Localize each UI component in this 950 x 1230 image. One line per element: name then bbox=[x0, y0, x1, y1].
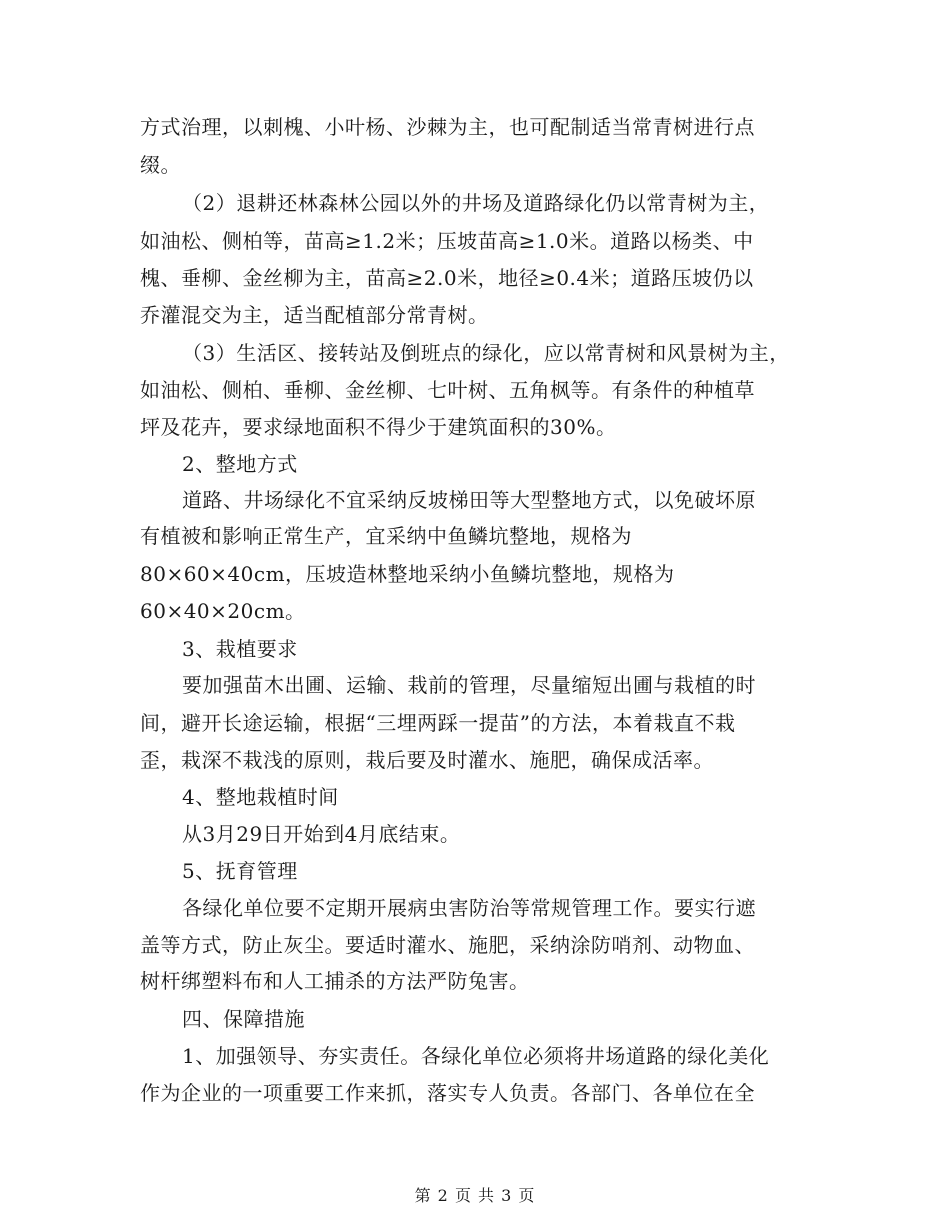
text-line: 坪及花卉，要求绿地面积不得少于建筑面积的30%。 bbox=[140, 415, 617, 439]
text-line: 槐、垂柳、金丝柳为主，苗高≥2.0米，地径≥0.4米；道路压坡仍以 bbox=[140, 266, 754, 290]
section-heading: 3、栽植要求 bbox=[182, 637, 298, 661]
text-line: 间，避开长途运输，根据“三埋两踩一提苗”的方法，本着栽直不栽 bbox=[140, 711, 736, 735]
text-line: 1、加强领导、夯实责任。各绿化单位必须将井场道路的绿化美化 bbox=[182, 1044, 770, 1068]
page-number-footer: 第 2 页 共 3 页 bbox=[414, 1186, 536, 1205]
text-line: 歪，栽深不栽浅的原则，栽后要及时灌水、施肥，确保成活率。 bbox=[140, 748, 714, 772]
section-heading: 四、保障措施 bbox=[182, 1007, 305, 1031]
text-line: 要加强苗木出圃、运输、栽前的管理，尽量缩短出圃与栽植的时 bbox=[182, 673, 756, 697]
section-heading: 4、整地栽植时间 bbox=[182, 785, 339, 809]
section-heading: 2、整地方式 bbox=[182, 452, 298, 476]
text-line: 从3月29日开始到4月底结束。 bbox=[182, 822, 461, 846]
text-line: 盖等方式，防止灰尘。要适时灌水、施肥，采纳涂防哨剂、动物血、 bbox=[140, 933, 755, 957]
text-line: 有植被和影响正常生产，宜采纳中鱼鳞坑整地，规格为 bbox=[140, 524, 632, 548]
text-line: 各绿化单位要不定期开展病虫害防治等常规管理工作。要实行遮 bbox=[182, 896, 756, 920]
section-heading: 5、抚育管理 bbox=[182, 859, 298, 883]
text-line: 缀。 bbox=[140, 153, 181, 177]
text-line: 60×40×20cm。 bbox=[140, 599, 306, 623]
text-line: 作为企业的一项重要工作来抓，落实专人负责。各部门、各单位在全 bbox=[140, 1081, 755, 1105]
text-line: 树杆绑塑料布和人工捕杀的方法严防兔害。 bbox=[140, 969, 530, 993]
text-line: 方式治理，以刺槐、小叶杨、沙棘为主，也可配制适当常青树进行点 bbox=[140, 115, 755, 139]
text-line: 道路、井场绿化不宜采纳反坡梯田等大型整地方式，以免破坏原 bbox=[182, 488, 756, 512]
text-line: （2）退耕还林森林公园以外的井场及道路绿化仍以常青树为主， bbox=[182, 191, 770, 215]
text-line: 如油松、侧柏、垂柳、金丝柳、七叶树、五角枫等。有条件的种植草 bbox=[140, 378, 755, 402]
text-line: 乔灌混交为主，适当配植部分常青树。 bbox=[140, 303, 489, 327]
text-line: （3）生活区、接转站及倒班点的绿化，应以常青树和风景树为主， bbox=[182, 341, 790, 365]
text-line: 80×60×40cm，压坡造林整地采纳小鱼鳞坑整地，规格为 bbox=[140, 562, 675, 586]
text-line: 如油松、侧柏等，苗高≥1.2米；压坡苗高≥1.0米。道路以杨类、中 bbox=[140, 229, 754, 253]
